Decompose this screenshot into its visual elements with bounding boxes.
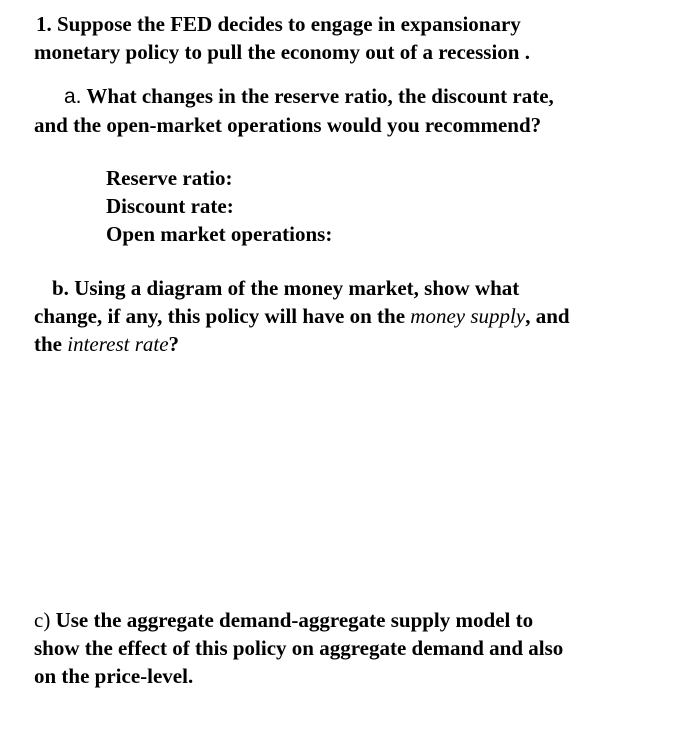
part-b-text-line-2b: , and <box>525 304 570 328</box>
part-a-label: a. <box>64 85 82 108</box>
part-b-label: b. <box>52 276 69 300</box>
question-1-number: 1. <box>36 12 52 36</box>
part-c-text-line-2: show the effect of this policy on aggregate demand and also <box>34 636 564 660</box>
question-1 <box>34 10 674 66</box>
part-b-text-line-3b: ? <box>168 332 180 356</box>
reserve-ratio-label: Reserve ratio: <box>106 166 233 190</box>
part-b-text-line-3a: the <box>34 332 68 356</box>
part-b-text-line-1: Using a diagram of the money market, show what <box>74 276 520 300</box>
part-b-text-line-2a: change, if any, this policy will have on the <box>34 304 411 328</box>
part-b <box>34 274 674 358</box>
question-1-text-line-2: monetary policy to pull the economy out of a recession . <box>34 40 530 64</box>
part-a-line-1 <box>34 82 674 111</box>
part-c-label: c) <box>34 608 51 632</box>
part-c-line-1 <box>34 606 674 634</box>
part-a-text-line-1: What changes in the reserve ratio, the discount rate, <box>86 84 554 108</box>
part-c-text-line-1: Use the aggregate demand-aggregate supply model to <box>55 608 534 632</box>
discount-rate-label: Discount rate: <box>106 194 234 218</box>
open-market-label: Open market operations: <box>106 222 333 246</box>
part-c <box>34 606 674 690</box>
part-b-line-2 <box>34 302 674 330</box>
money-supply-term: money supply <box>410 304 526 328</box>
interest-rate-term: interest rate <box>67 332 169 356</box>
part-a-text-line-2: and the open-market operations would you recommend? <box>34 113 542 137</box>
part-b-line-1 <box>34 274 674 302</box>
part-c-text-line-3: on the price-level. <box>34 664 194 688</box>
part-b-line-3 <box>34 330 674 358</box>
question-1-line-1 <box>34 10 674 38</box>
question-1-text-line-1: Suppose the FED decides to engage in expansionary <box>57 12 521 36</box>
answer-prompts <box>106 164 332 248</box>
part-a <box>34 82 674 139</box>
